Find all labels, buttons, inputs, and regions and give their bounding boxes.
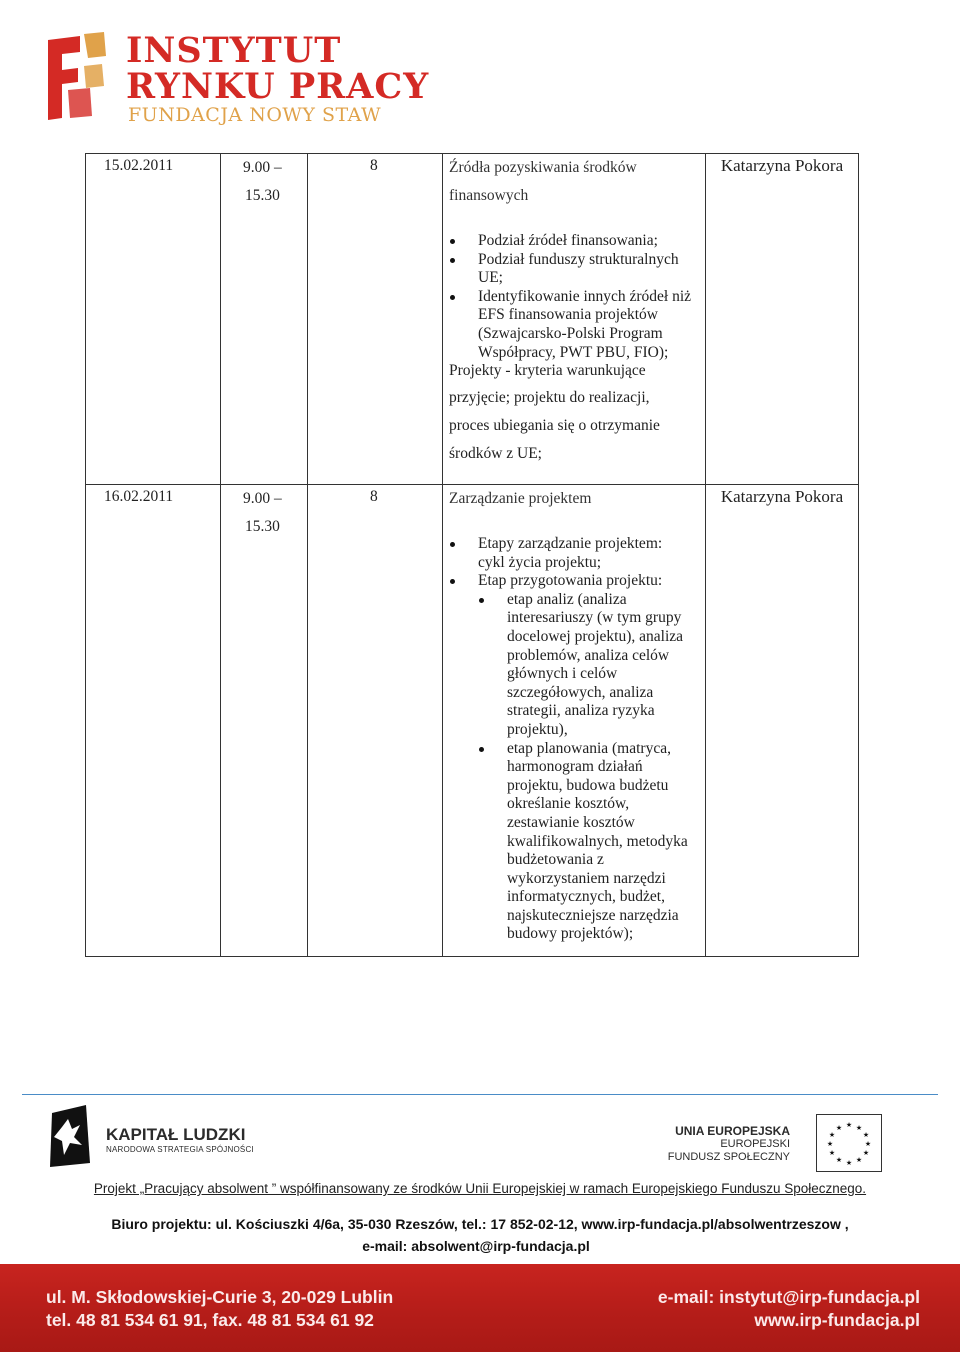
list-item xyxy=(443,251,705,288)
list-item xyxy=(443,288,705,362)
list-item-line: Podział źródeł finansowania; xyxy=(478,232,658,249)
svg-text:★: ★ xyxy=(826,1140,834,1148)
irp-logo-mark-icon xyxy=(40,26,120,126)
topic-title xyxy=(443,154,705,210)
trailing-line: środków z UE; xyxy=(449,444,542,462)
kapital-ludzki-title: KAPITAŁ LUDZKI xyxy=(106,1125,246,1144)
project-funding-note: Projekt „Pracujący absolwent ” współfinansowany ze środków Unii Europejskiej w ramach Europejskiego Funduszu Społecznego. xyxy=(93,1181,867,1196)
table-row xyxy=(86,154,859,485)
band-phone-line: tel. 48 81 534 61 91, fax. 48 81 534 61 92 xyxy=(46,1310,374,1330)
list-item-line: strategii, analiza ryzyka xyxy=(507,702,655,720)
date-cell xyxy=(86,485,221,957)
project-email: e-mail: absolwent@irp-fundacja.pl xyxy=(362,1238,590,1254)
list-item-line: wykorzystaniem narzędzi xyxy=(507,869,666,887)
svg-text:★: ★ xyxy=(835,1124,843,1132)
eu-logo xyxy=(667,1114,886,1174)
list-item-line: Etap przygotowania projektu: xyxy=(478,572,663,590)
logo-title-line2: RYNKU PRACY xyxy=(126,66,430,107)
svg-text:★: ★ xyxy=(835,1156,843,1164)
list-item xyxy=(443,232,705,251)
lecturer-cell xyxy=(706,154,859,485)
band-address-line: ul. M. Skłodowskiej-Curie 3, 20-029 Lublin xyxy=(46,1287,394,1307)
svg-text:★: ★ xyxy=(845,1121,853,1129)
list-item-line: informatycznych, budżet, xyxy=(507,888,665,906)
eu-title: UNIA EUROPEJSKA xyxy=(675,1124,790,1138)
svg-text:★: ★ xyxy=(862,1131,870,1139)
list-item-line: projektu, budowa budżetu xyxy=(507,776,669,794)
list-item xyxy=(443,572,705,591)
kapital-ludzki-emblem-icon xyxy=(48,1105,94,1169)
lecturer-name: Katarzyna Pokora xyxy=(720,156,844,175)
topic-title-line: finansowych xyxy=(449,187,529,204)
list-item-line: Podział funduszy strukturalnych xyxy=(478,250,679,268)
svg-text:★: ★ xyxy=(828,1131,836,1139)
lecturer-name: Katarzyna Pokora xyxy=(720,487,844,506)
topic-title xyxy=(443,485,705,513)
irp-logo xyxy=(40,26,430,126)
schedule-table xyxy=(85,153,859,957)
list-item-line: projektu), xyxy=(507,720,568,738)
kapital-ludzki-logo xyxy=(48,1105,258,1169)
list-item-line: UE; xyxy=(478,269,503,287)
topic-cell xyxy=(443,485,706,957)
topic-sub-bullet-list xyxy=(443,591,705,944)
list-item-line: cykl życia projektu; xyxy=(478,553,602,571)
svg-text:★: ★ xyxy=(855,1156,863,1164)
list-item-line: problemów, analiza celów xyxy=(507,646,670,664)
list-item-line: najskuteczniejsze narzędzia xyxy=(507,906,679,924)
time-end: 15.30 xyxy=(245,187,280,204)
eu-fund-line1: EUROPEJSKI xyxy=(720,1138,790,1150)
logo-subtitle: FUNDACJA NOWY STAW xyxy=(128,104,382,126)
topic-trailing-text xyxy=(443,384,705,468)
time-start: 9.00 – xyxy=(243,490,282,507)
svg-text:★: ★ xyxy=(862,1149,870,1157)
list-item-line: Etapy zarządzanie projektem: xyxy=(478,535,663,552)
logo-title-line1: INSTYTUT xyxy=(126,30,342,71)
date-text: 15.02.2011 xyxy=(104,157,174,174)
list-item-line: budowy projektów); xyxy=(507,925,634,943)
list-item-line: głównych i celów xyxy=(507,665,618,683)
time-range xyxy=(221,154,307,210)
band-email-line: e-mail: instytut@irp-fundacja.pl xyxy=(657,1287,920,1307)
time-cell xyxy=(221,154,308,485)
trailing-line: Projekty - kryteria warunkujące xyxy=(449,362,646,380)
list-item-line: Identyfikowanie innych źródeł niż xyxy=(478,287,692,305)
topic-title-line: Źródła pozyskiwania środków xyxy=(449,159,637,176)
list-item-line: kwalifikowalnych, metodyka xyxy=(507,832,688,850)
list-item-line: określanie kosztów, xyxy=(507,795,630,813)
time-end: 15.30 xyxy=(245,518,280,535)
band-address xyxy=(46,1286,393,1332)
list-item-line: szczegółowych, analiza xyxy=(507,683,654,701)
kapital-ludzki-subtitle: NARODOWA STRATEGIA SPÓJNOŚCI xyxy=(106,1145,254,1154)
svg-text:★: ★ xyxy=(828,1149,836,1157)
date-cell xyxy=(86,154,221,485)
svg-text:★: ★ xyxy=(845,1159,853,1167)
topic-bullet-list xyxy=(443,535,705,591)
table-row xyxy=(86,485,859,957)
hours-value: 8 xyxy=(370,157,378,174)
svg-text:★: ★ xyxy=(855,1124,863,1132)
eu-flag-icon xyxy=(816,1114,882,1172)
list-item-line: harmonogram działań xyxy=(507,758,643,776)
list-item-line: interesariuszy (w tym grupy xyxy=(507,609,682,627)
trailing-line: proces ubiegania się o otrzymanie xyxy=(449,416,660,434)
band-website-line: www.irp-fundacja.pl xyxy=(754,1310,920,1330)
project-office-info: Biuro projektu: ul. Kościuszki 4/6a, 35-030 Rzeszów, tel.: 17 852-02-12, www.irp-fundacja.pl/absolwentrzeszow , xyxy=(111,1216,849,1232)
topic-title-line: Zarządzanie projektem xyxy=(449,490,592,507)
time-cell xyxy=(221,485,308,957)
list-item-line: docelowej projektu), analiza xyxy=(507,627,684,645)
trailing-line: przyjęcie; projektu do realizacji, xyxy=(449,388,650,406)
eu-fund-line2: FUNDUSZ SPOŁECZNY xyxy=(667,1151,790,1163)
topic-trailing-text xyxy=(443,362,705,381)
time-range xyxy=(221,485,307,541)
topic-bullet-list xyxy=(443,232,705,362)
list-item-line: Współpracy, PWT PBU, FIO); xyxy=(478,343,669,361)
lecturer-cell xyxy=(706,485,859,957)
topic-cell xyxy=(443,154,706,485)
list-item-line: (Szwajcarsko-Polski Program xyxy=(478,324,663,342)
list-item-line: zestawianie kosztów xyxy=(507,813,635,831)
list-item xyxy=(443,591,705,740)
list-item xyxy=(443,535,705,572)
hours-cell xyxy=(308,485,443,957)
hours-cell xyxy=(308,154,443,485)
time-start: 9.00 – xyxy=(243,159,282,176)
hours-value: 8 xyxy=(370,488,378,505)
svg-text:★: ★ xyxy=(864,1140,872,1148)
footer-divider xyxy=(22,1094,938,1095)
footer-contact-band xyxy=(0,1264,960,1352)
band-contact xyxy=(658,1286,920,1332)
list-item-line: etap analiz (analiza xyxy=(507,590,627,608)
list-item-line: etap planowania (matryca, xyxy=(507,739,671,757)
list-item xyxy=(443,740,705,945)
date-text: 16.02.2011 xyxy=(104,488,174,505)
list-item-line: EFS finansowania projektów xyxy=(478,306,658,324)
list-item-line: budżetowania z xyxy=(507,851,604,869)
